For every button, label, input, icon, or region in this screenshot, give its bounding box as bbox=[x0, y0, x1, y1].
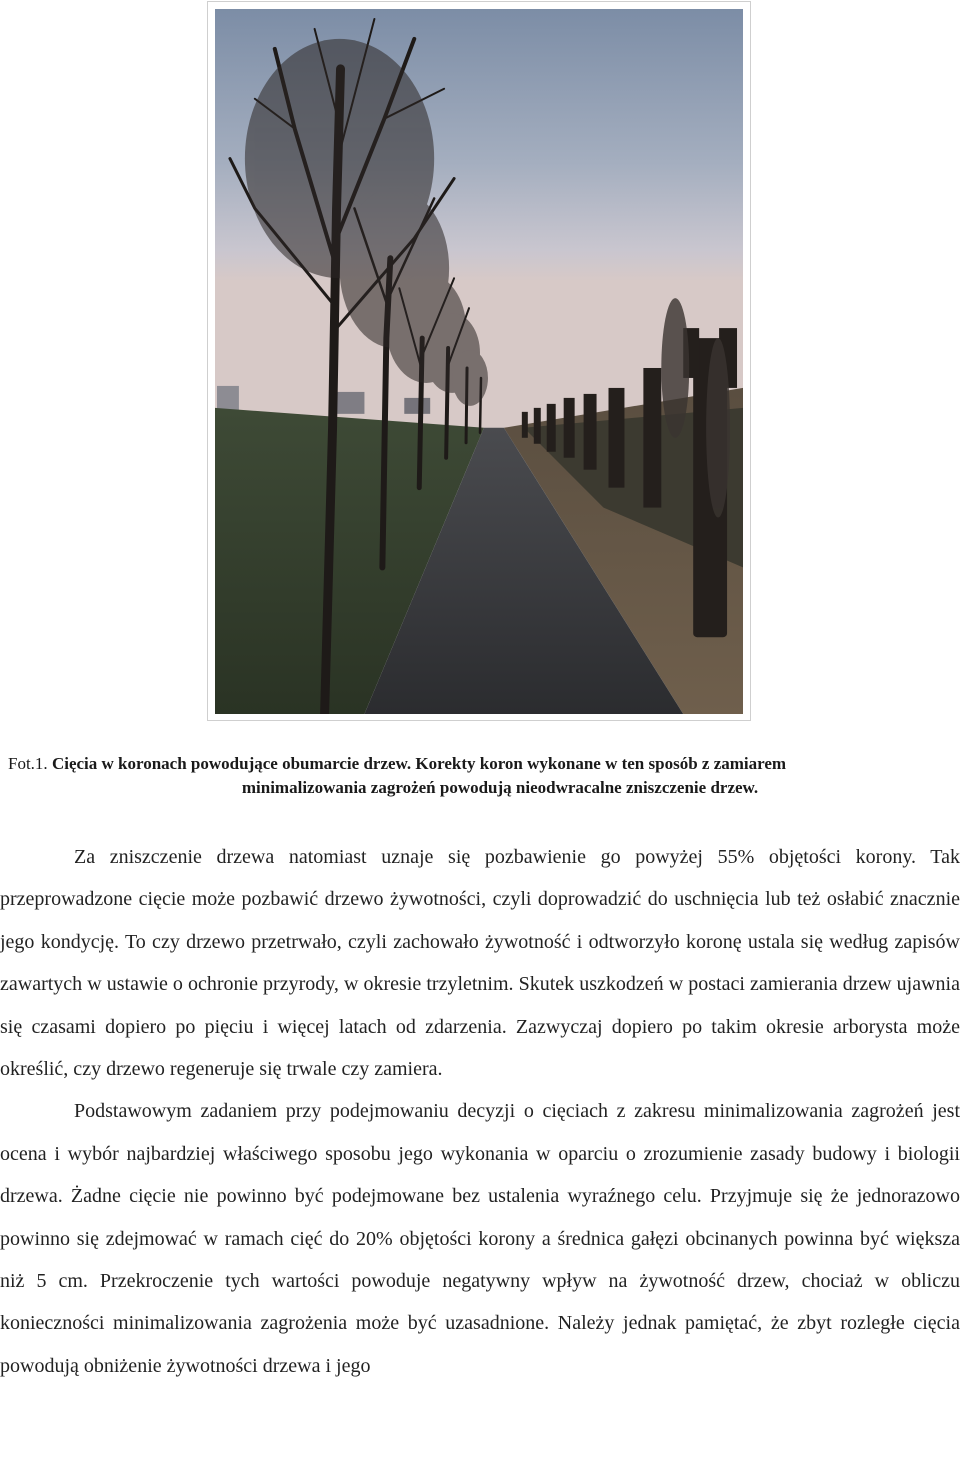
caption-line-1 bbox=[0, 752, 960, 776]
caption-label: Fot.1. bbox=[8, 754, 48, 773]
photo-frame bbox=[207, 1, 751, 721]
caption-text-1: Cięcia w koronach powodujące obumarcie drzew. Korekty koron wykonane w ten sposób z zamiarem bbox=[51, 754, 787, 773]
paragraph-2: Podstawowym zadaniem przy podejmowaniu decyzji o cięciach z zakresu minimalizowania zagrożeń jest ocena i wybór najbardziej właściwego sposobu jego wykonania w oparciu o zrozumienie zasady budowy i biologii drzewa. Żadne cięcie nie powinno być podejmowane bez ustalenia wyraźnego celu. Przyjmuje się że jednorazowo powinno się zdejmować w ramach cięć do 20% objętości korony a średnica gałęzi obcinanych powinna być większa niż 5 cm. Przekroczenie tych wartości powoduje negatywny wpływ na żywotność drzew, chociaż w obliczu konieczności minimalizowania zagrożenia może być uzasadnione. Należy jednak pamiętać, że zbyt rozległe cięcia powodują obniżenie żywotności drzewa i jego bbox=[0, 1100, 960, 1377]
caption-line-2: minimalizowania zagrożeń powodują nieodwracalne zniszczenie drzew. bbox=[241, 778, 759, 797]
body-text bbox=[0, 836, 960, 1387]
paragraph-1: Za zniszczenie drzewa natomiast uznaje się pozbawienie go powyżej 55% objętości korony. Tak przeprowadzone cięcie może pozbawić drzewo żywotności, czyli doprowadzić do uschnięcia lub też osłabić znacznie jego kondycję. To czy drzewo przetrwało, czyli zachowało żywotność i odtworzyło koronę ustala się według zapisów zawartych w ustawie o ochronie przyrody, w okresie trzyletnim. Skutek uszkodzeń w postaci zamierania drzew ujawnia się czasami dopiero po pięciu i więcej latach od zdarzenia. Zazwyczaj dopiero po takim okresie arborysta może określić, czy drzewo regeneruje się trwale czy zamiera. bbox=[0, 846, 960, 1081]
photo-tree-alley bbox=[215, 9, 743, 714]
photo-caption bbox=[0, 752, 960, 800]
